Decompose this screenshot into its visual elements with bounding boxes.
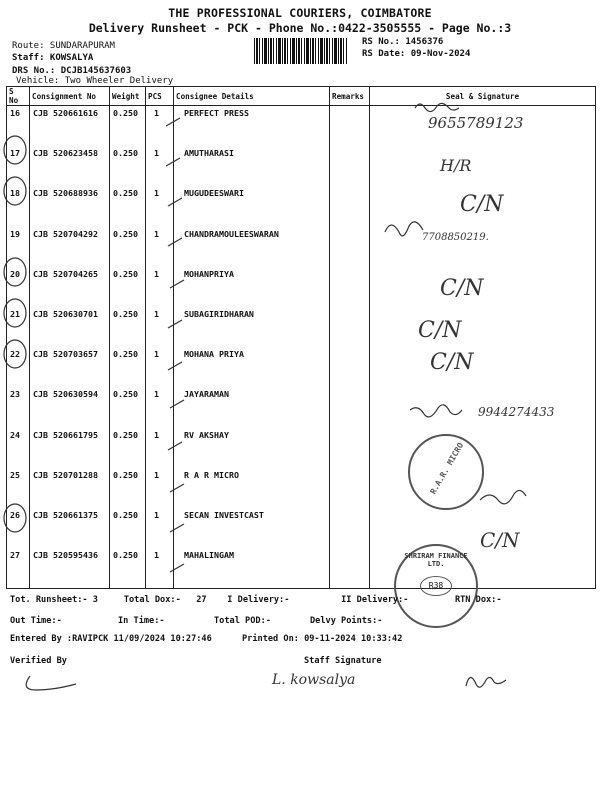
row-weight: 0.250: [110, 227, 146, 267]
rs-date: RS Date: 09-Nov-2024: [362, 49, 471, 59]
row-consignee: CHANDRAMOULEESWARAN: [174, 227, 330, 267]
circle-mark-26: [4, 504, 26, 532]
row-consignment-no: CJB 520688936: [30, 186, 110, 226]
circle-mark-20: [4, 258, 26, 286]
row-weight: 0.250: [110, 146, 146, 186]
row-sno: 21: [7, 307, 30, 347]
total-pod: Total POD:-: [214, 616, 271, 626]
row-pcs: 1: [146, 227, 174, 267]
row-pcs: 1: [146, 347, 174, 387]
sign-row-20: C/N: [440, 276, 484, 301]
row-sno: 24: [7, 428, 30, 468]
route-label: Route: SUNDARAPURAM: [12, 41, 115, 51]
row-weight: 0.250: [110, 387, 146, 427]
staff-signature-label: Staff Signature: [304, 656, 382, 666]
row-consignment-no: CJB 520630701: [30, 307, 110, 347]
row-sno: 19: [7, 227, 30, 267]
row-consignee: JAYARAMAN: [174, 387, 330, 427]
kowsalya-signature: L. kowsalya: [272, 672, 356, 688]
row-pcs: 1: [146, 267, 174, 307]
row-consignment-no: CJB 520704265: [30, 267, 110, 307]
row-consignee: MUGUDEESWARI: [174, 186, 330, 226]
runsheet-subtitle: Delivery Runsheet - PCK - Phone No.:0422-3505555 - Page No.:3: [88, 21, 512, 35]
sign-row-22: C/N: [430, 350, 474, 375]
row-weight: 0.250: [110, 267, 146, 307]
row-sno: 18: [7, 186, 30, 226]
row-consignment-no: CJB 520701288: [30, 468, 110, 508]
row-consignee: R A R MICRO: [174, 468, 330, 508]
col-seal-signature: Seal & Signature: [370, 87, 596, 106]
circle-mark-22: [4, 340, 26, 368]
row-weight: 0.250: [110, 307, 146, 347]
row-weight: 0.250: [110, 508, 146, 548]
verified-signature: [26, 676, 76, 690]
row-consignment-no: CJB 520661616: [30, 106, 110, 147]
row-consignee: AMUTHARASI: [174, 146, 330, 186]
row-sno: 20: [7, 267, 30, 307]
row-pcs: 1: [146, 428, 174, 468]
col-consignment: Consignment No: [30, 87, 110, 106]
sign-row-21: C/N: [418, 318, 462, 343]
row-weight: 0.250: [110, 186, 146, 226]
verified-by-label: Verified By: [10, 656, 67, 666]
row-consignee: MAHALINGAM: [174, 548, 330, 589]
sign-row-19: 7708850219.: [422, 232, 489, 243]
row-consignment-no: CJB 520661795: [30, 428, 110, 468]
staff-initial-signature: [466, 677, 506, 687]
row-pcs: 1: [146, 146, 174, 186]
circle-mark-17: [4, 136, 26, 164]
row-sno: 25: [7, 468, 30, 508]
row-consignment-no: CJB 520623458: [30, 146, 110, 186]
col-consignee: Consignee Details: [174, 87, 330, 106]
circle-mark-18: [4, 177, 26, 205]
sign-row-26: C/N: [480, 528, 520, 552]
entered-by: Entered By :RAVIPCK 11/09/2024 10:27:46: [10, 634, 212, 644]
printed-on: Printed On: 09-11-2024 10:33:42: [242, 634, 403, 644]
row-weight: 0.250: [110, 106, 146, 147]
rs-number: RS No.: 1456376: [362, 37, 444, 47]
vehicle-label: Vehicle: Two Wheeler Delivery: [16, 76, 174, 86]
in-time: In Time:-: [118, 616, 165, 626]
out-time: Out Time:-: [10, 616, 62, 626]
row-pcs: 1: [146, 548, 174, 589]
col-remarks: Remarks: [330, 87, 370, 106]
row-consignee: RV AKSHAY: [174, 428, 330, 468]
row-sno: 16: [7, 106, 30, 147]
staff-label: Staff: KOWSALYA: [12, 53, 94, 63]
row-consignee: SECAN INVESTCAST: [174, 508, 330, 548]
row-weight: 0.250: [110, 347, 146, 387]
row-pcs: 1: [146, 106, 174, 147]
delvy-points: Delvy Points:-: [310, 616, 383, 626]
col-pcs: PCS: [146, 87, 174, 106]
row-pcs: 1: [146, 186, 174, 226]
company-name: THE PROFESSIONAL COURIERS, COIMBATORE: [168, 6, 432, 20]
rar-micro-stamp: R.A.R. MICRO: [408, 434, 484, 510]
row-weight: 0.250: [110, 468, 146, 508]
row-sno: 23: [7, 387, 30, 427]
row-pcs: 1: [146, 307, 174, 347]
sign-row-16: 9655789123: [428, 114, 524, 132]
drs-number: DRS No.: DCJB145637603: [12, 66, 132, 76]
row-consignee: MOHANPRIYA: [174, 267, 330, 307]
sign-row-23: 9944274433: [478, 405, 555, 419]
row-pcs: 1: [146, 387, 174, 427]
shriram-finance-stamp: SHRIRAM FINANCE LTD. R38: [394, 544, 478, 628]
signature-scribble-16: [415, 103, 459, 111]
row-weight: 0.250: [110, 548, 146, 589]
totals-line: Tot. Runsheet:- 3 Total Dox:- 27 I Delivery:- II Delivery:- RTN Dox:-: [10, 595, 502, 605]
row-consignment-no: CJB 520630594: [30, 387, 110, 427]
row-pcs: 1: [146, 508, 174, 548]
col-sno: S No: [7, 87, 30, 106]
sign-row-17: H/R: [440, 156, 472, 175]
row-sno: 26: [7, 508, 30, 548]
col-weight: Weight: [110, 87, 146, 106]
row-consignment-no: CJB 520704292: [30, 227, 110, 267]
row-consignment-no: CJB 520703657: [30, 347, 110, 387]
row-consignment-no: CJB 520661375: [30, 508, 110, 548]
row-consignment-no: CJB 520595436: [30, 548, 110, 589]
row-consignee: PERFECT PRESS: [174, 106, 330, 147]
row-sno: 22: [7, 347, 30, 387]
row-sno: 27: [7, 548, 30, 589]
row-consignee: MOHANA PRIYA: [174, 347, 330, 387]
circle-mark-21: [4, 299, 26, 327]
sign-row-18: C/N: [460, 192, 504, 217]
row-weight: 0.250: [110, 428, 146, 468]
row-pcs: 1: [146, 468, 174, 508]
row-consignee: SUBAGIRIDHARAN: [174, 307, 330, 347]
row-sno: 17: [7, 146, 30, 186]
